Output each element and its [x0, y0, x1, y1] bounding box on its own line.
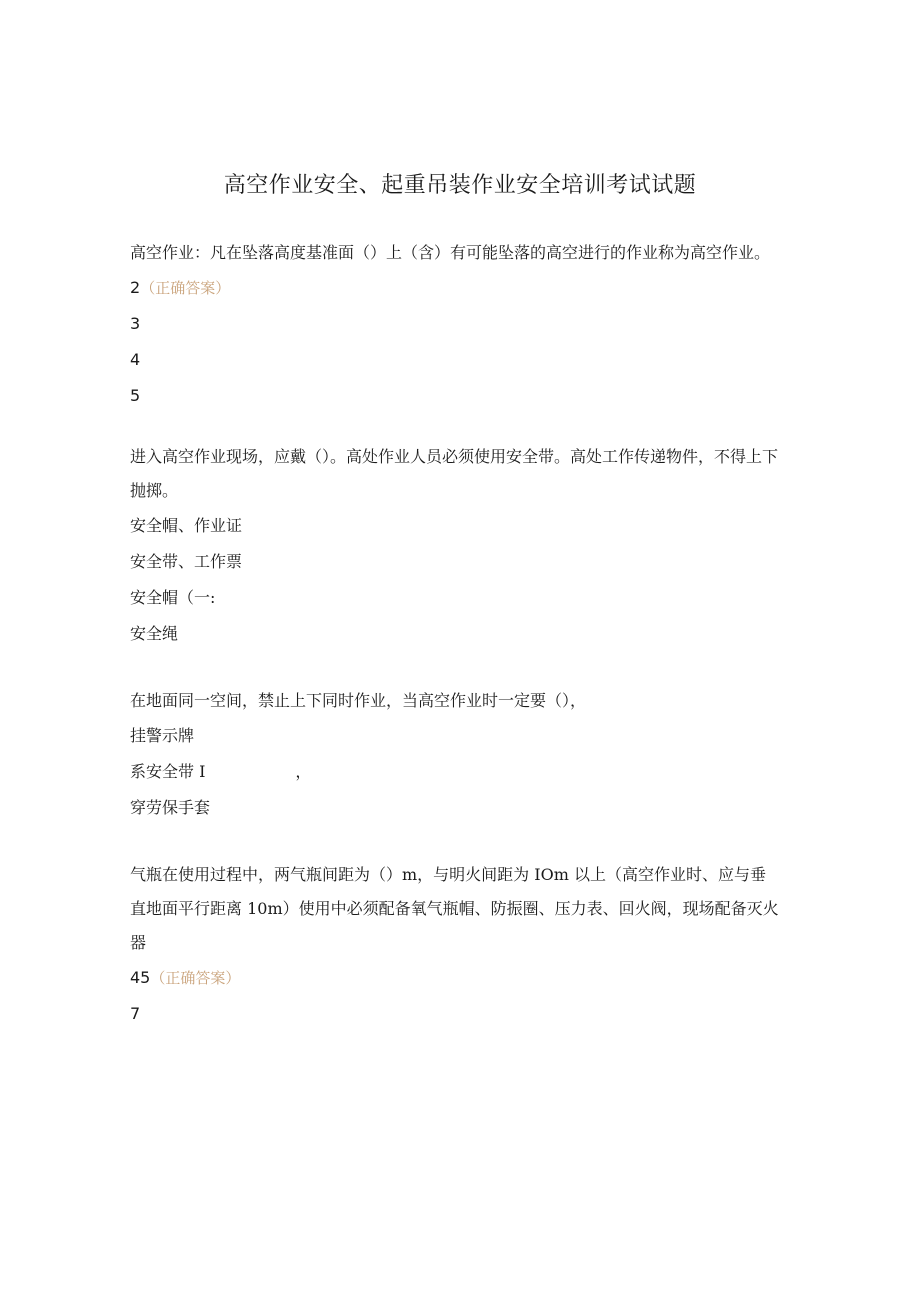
question-1-option-4[interactable]: 5: [130, 386, 141, 405]
correct-answer-tag: （正确答案）: [140, 279, 231, 297]
spacer: [130, 420, 780, 440]
question-1-text: 高空作业：凡在坠落高度基准面（）上（含）有可能坠落的高空进行的作业称为高空作业。: [130, 243, 771, 262]
question-2-text: 进入高空作业现场，应戴（）。高处作业人员必须使用安全带。高处工作传递物件，不得上下抛掷。: [130, 447, 779, 500]
exam-content: [130, 236, 780, 1038]
question-1-option-2[interactable]: 3: [130, 314, 141, 333]
question-3-option-2[interactable]: [130, 760, 780, 796]
question-4-text: 气瓶在使用过程中，两气瓶间距为（）m，与明火间距为 IOm 以上（高空作业时、应与垂直地面平行距离 10m）使用中必须配备氧气瓶帽、防振圈、压力表、回火阀，现场配备灭火器: [130, 865, 779, 952]
question-1-option-1[interactable]: [130, 276, 780, 312]
question-3-text: 在地面同一空间，禁止上下同时作业，当高空作业时一定要（），: [130, 691, 587, 710]
option-label: 2: [130, 278, 141, 297]
question-2-option-3[interactable]: 安全帽（一:: [130, 588, 216, 607]
question-4-option-1[interactable]: [130, 966, 780, 1002]
question-2-option-2[interactable]: 安全带、工作票: [130, 552, 243, 571]
spacer: [130, 832, 780, 858]
question-2-option-4[interactable]: 安全绳: [130, 624, 179, 643]
option-label: 45: [130, 968, 151, 987]
question-3-option-1[interactable]: 挂警示牌: [130, 726, 195, 745]
option-suffix: ，: [295, 762, 312, 781]
option-label: 系安全带 I: [130, 762, 206, 781]
question-1-option-3[interactable]: 4: [130, 350, 141, 369]
page-title: 高空作业安全、起重吊装作业安全培训考试试题: [223, 173, 697, 198]
question-2-option-1[interactable]: 安全帽、作业证: [130, 516, 243, 535]
question-4-option-2[interactable]: 7: [130, 1004, 141, 1023]
correct-answer-tag: （正确答案）: [150, 969, 241, 987]
spacer: [130, 658, 780, 684]
question-3-option-3[interactable]: 穿劳保手套: [130, 798, 211, 817]
